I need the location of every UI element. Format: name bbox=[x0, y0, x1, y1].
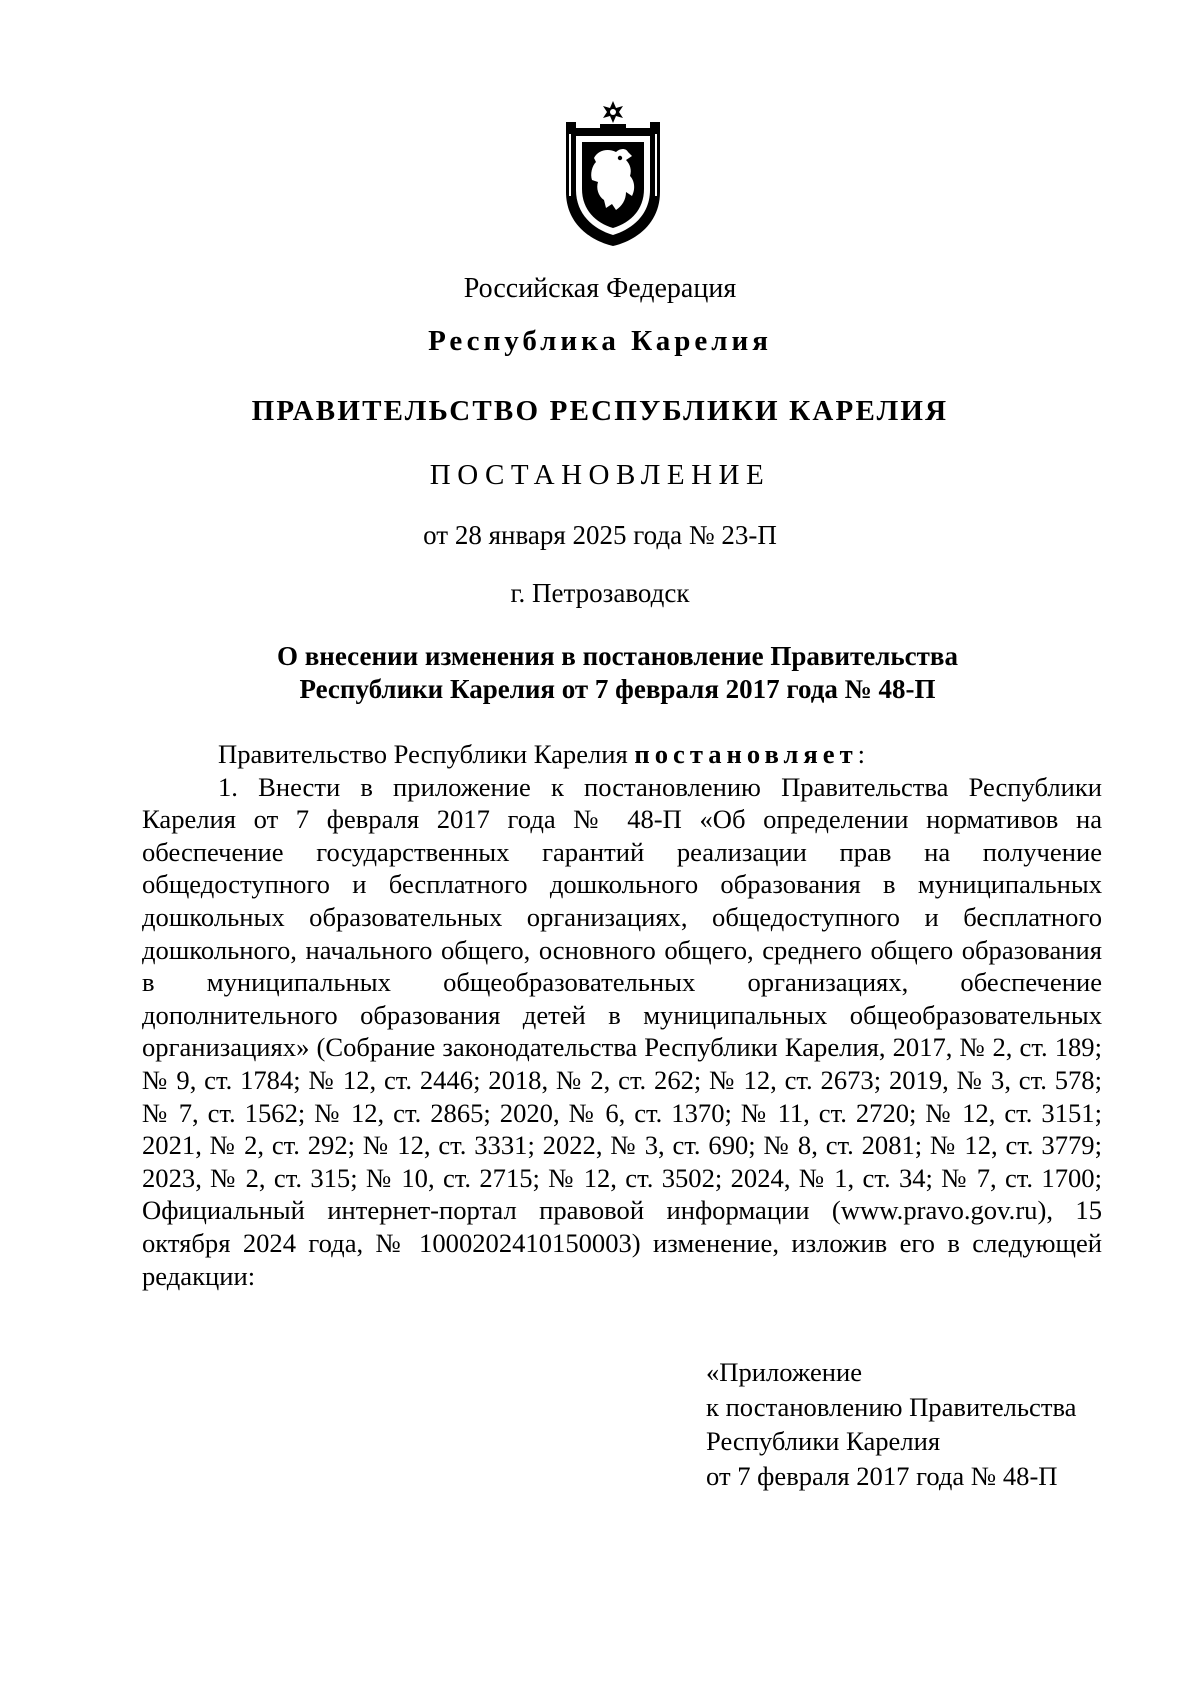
appendix-line: Республики Карелия bbox=[706, 1426, 941, 1456]
document-title-line: Республики Карелия от 7 февраля 2017 года № 48-П bbox=[299, 674, 936, 704]
appendix-line: «Приложение bbox=[706, 1357, 863, 1387]
document-date-number: от 28 января 2025 года № 23-П bbox=[423, 520, 777, 550]
intro-prefix: Правительство Республики Карелия bbox=[218, 739, 635, 769]
appendix-line: к постановлению Правительства bbox=[706, 1391, 1077, 1422]
government-name: ПРАВИТЕЛЬСТВО РЕСПУБЛИКИ КАРЕЛИЯ bbox=[251, 395, 949, 427]
intro-verb: постановляет bbox=[634, 739, 858, 769]
federation-name: Российская Федерация bbox=[463, 273, 737, 304]
document-city: г. Петрозаводск bbox=[510, 578, 690, 608]
document-body bbox=[142, 738, 1102, 1292]
document-title bbox=[0, 640, 1200, 706]
document-type: ПОСТАНОВЛЕНИЕ bbox=[429, 459, 771, 491]
appendix-line: от 7 февраля 2017 года № 48-П bbox=[706, 1460, 1058, 1491]
karelia-coat-of-arms-icon bbox=[560, 100, 666, 248]
intro-paragraph bbox=[142, 738, 1102, 771]
appendix-header bbox=[706, 1355, 1076, 1493]
item-1-paragraph: 1. Внести в приложение к постановлению Правительства Республики Карелия от 7 февраля 2017 года № 48-П «Об определении нормативов на обеспечение государственных гарантий реализации прав на получение общедоступного и бесплатного дошкольного образования в муниципальных дошкольных образовательных организациях, общедоступного и бесплатного дошкольного, начального общего, основного общего, среднего общего образования в муниципальных общеобразовательных организациях, обеспечение дополнительного образования детей в муниципальных общеобразовательных организациях» (Собрание законодательства Республики Карелия, 2017, № 2, ст. 189; № 9, ст. 1784; № 12, ст. 2446; 2018, № 2, ст. 262; № 12, ст. 2673; 2019, № 3, ст. 578; № 7, ст. 1562; № 12, ст. 2865; 2020, № 6, ст. 1370; № 11, ст. 2720; № 12, ст. 3151; 2021, № 2, ст. 292; № 12, ст. 3331; 2022, № 3, ст. 690; № 8, ст. 2081; № 12, ст. 3779; 2023, № 2, ст. 315; № 10, ст. 2715; № 12, ст. 3502; 2024, № 1, ст. 34; № 7, ст. 1700; Официальный интернет-портал правовой информации (www.pravo.gov.ru), 15 октября 2024 года, № 1000202410150003) изменение, изложив его в следующей редакции: bbox=[142, 771, 1102, 1291]
republic-name: Республика Карелия bbox=[428, 325, 772, 357]
document-title-line: О внесении изменения в постановление Правительства bbox=[276, 641, 959, 671]
intro-suffix: : bbox=[857, 739, 866, 769]
